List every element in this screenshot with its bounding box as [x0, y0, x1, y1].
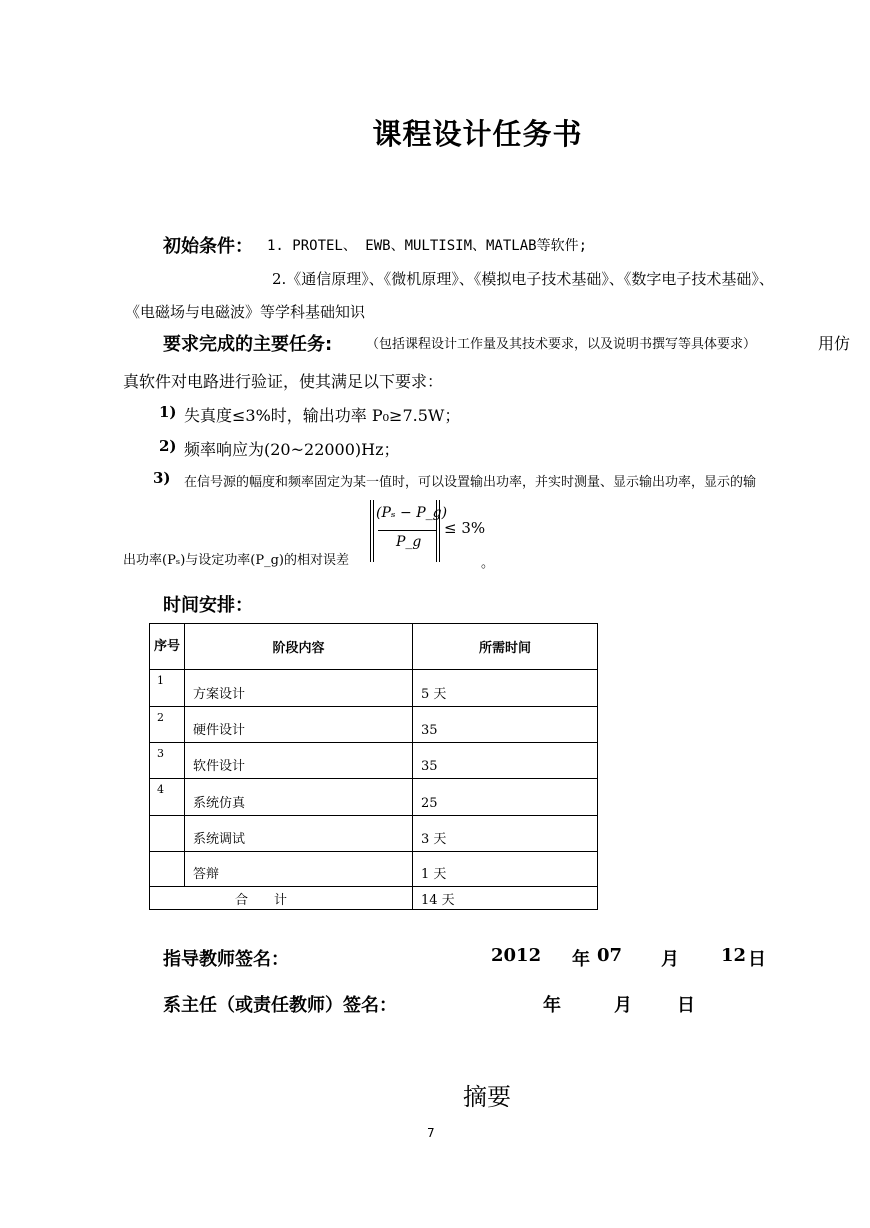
table-row [150, 852, 598, 887]
row-seq: 1 [150, 670, 185, 707]
task-3-continue: 出功率(Pₛ)与设定功率(P_g)的相对误差 [123, 553, 349, 568]
formula-denominator: P_g [396, 534, 422, 550]
row-content: 方案设计 [185, 670, 413, 707]
table-total-row [150, 887, 598, 910]
document-title: 课程设计任务书 [372, 117, 583, 151]
task-2-number: 2) [159, 437, 177, 455]
signature-year: 2012 [491, 945, 542, 966]
department-head-signature-label: 系主任（或责任教师）签名： [163, 995, 397, 1016]
abstract-heading: 摘要 [463, 1083, 511, 1111]
row-seq: 4 [150, 779, 185, 816]
header-content: 阶段内容 [185, 624, 413, 670]
signature-day-unit: 日 [748, 949, 766, 970]
initial-conditions-line1: 1. PROTEL、 EWB、MULTISIM、MATLAB等软件; [267, 238, 588, 254]
row-time: 35 [413, 707, 598, 743]
row-time: 5 天 [413, 670, 598, 707]
table-row [150, 707, 598, 743]
signature-day: 12 [721, 945, 747, 966]
page-number: 7 [427, 1126, 435, 1140]
row-seq [150, 816, 185, 852]
header-seq: 序号 [150, 624, 185, 670]
task-3-number: 3) [153, 469, 171, 487]
table-header-row [150, 624, 598, 670]
initial-conditions-label: 初始条件： [163, 236, 253, 257]
row-content: 系统调试 [185, 816, 413, 852]
initial-conditions-line2: 2.《通信原理》、《微机原理》、《模拟电子技术基础》、《数字电子技术基础》、 [272, 270, 774, 288]
main-tasks-note: （包括课程设计工作量及其技术要求，以及说明书撰写等具体要求） [366, 337, 757, 352]
row-seq: 3 [150, 743, 185, 779]
row-time: 1 天 [413, 852, 598, 887]
table-row [150, 743, 598, 779]
head-signature-day-unit: 日 [677, 995, 695, 1016]
row-time: 3 天 [413, 816, 598, 852]
signature-month: 07 [597, 945, 623, 966]
total-label: 合 计 [150, 887, 413, 910]
signature-year-unit: 年 [572, 949, 590, 970]
task-3-text: 在信号源的幅度和频率固定为某一值时，可以设置输出功率，并实时测量、显示输出功率，显示的输 [184, 475, 757, 490]
initial-conditions-line3: 《电磁场与电磁波》等学科基础知识 [125, 303, 366, 321]
row-seq: 2 [150, 707, 185, 743]
row-seq [150, 852, 185, 887]
row-content: 软件设计 [185, 743, 413, 779]
row-content: 系统仿真 [185, 779, 413, 816]
head-signature-month-unit: 月 [614, 995, 632, 1016]
abs-bar-left [370, 500, 371, 562]
table-row [150, 670, 598, 707]
task-1-number: 1) [159, 403, 177, 421]
main-tasks-intro: 真软件对电路进行验证，使其满足以下要求： [123, 372, 444, 391]
formula-numerator: (Pₛ − P_g) [376, 505, 448, 521]
header-time: 所需时间 [413, 624, 598, 670]
schedule-table [149, 623, 598, 910]
formula-rhs: ≤ 3% [444, 519, 486, 537]
task-2-text: 频率响应为(20~22000)Hz； [184, 440, 400, 459]
total-value: 14 天 [413, 887, 598, 910]
main-tasks-continue: 用仿 [818, 334, 851, 353]
table-row [150, 779, 598, 816]
main-tasks-label: 要求完成的主要任务: [163, 334, 333, 355]
formula-end-mark: 。 [481, 556, 495, 571]
row-time: 25 [413, 779, 598, 816]
signature-month-unit: 月 [661, 949, 679, 970]
row-content: 答辩 [185, 852, 413, 887]
relative-error-formula [370, 500, 486, 562]
row-time: 35 [413, 743, 598, 779]
fraction-line [378, 530, 436, 531]
abs-bar-left-inner [373, 500, 374, 562]
head-signature-year-unit: 年 [543, 995, 561, 1016]
task-1-text: 失真度≤3%时，输出功率 P₀≥7.5W； [184, 406, 461, 425]
table-row [150, 816, 598, 852]
schedule-label: 时间安排： [163, 595, 253, 616]
row-content: 硬件设计 [185, 707, 413, 743]
advisor-signature-label: 指导教师签名： [163, 949, 289, 970]
